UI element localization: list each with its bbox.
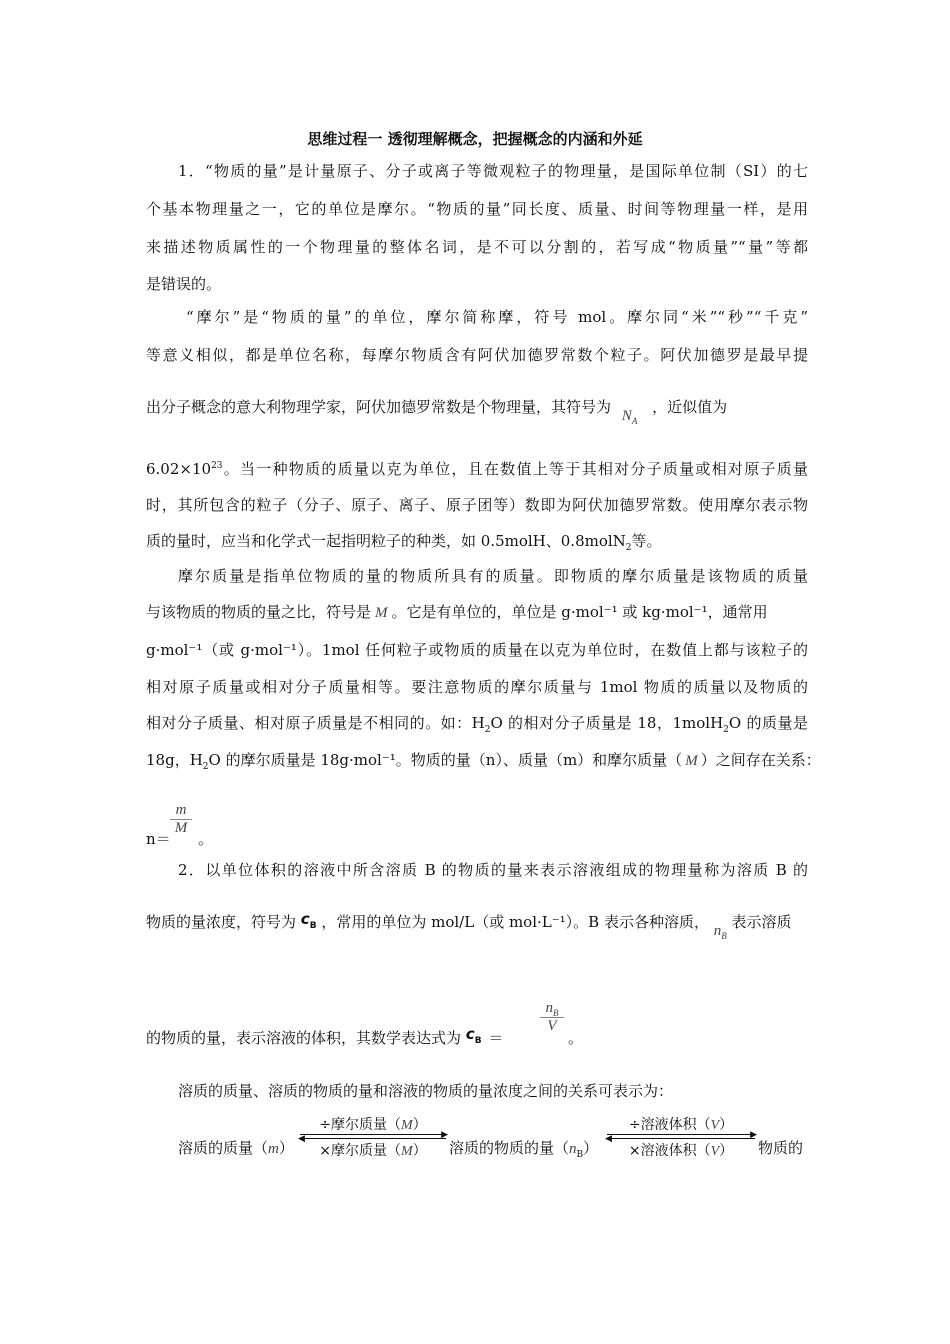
cB-symbol: $c_B$ <box>300 910 317 931</box>
avogadro-symbol: $N_A$ <box>621 408 638 426</box>
para3-line3: g·mol⁻¹（或 g·mol⁻¹）。1mol 任何粒子或物质的质量在以克为单位时，在数值上都与该粒子的 <box>146 641 808 659</box>
para2-line1: “摩尔”是“物质的量”的单位，摩尔简称摩，符号 mol。摩尔同“米”“秒”“千克” <box>186 308 808 326</box>
page-title: 思维过程一 透彻理解概念，把握概念的内涵和外延 <box>307 130 643 148</box>
arrow-solution-volume: ÷溶液体积（V） ▶ ◀ ×溶液体积（V） <box>605 1117 757 1159</box>
para1-line3: 来描述物质属性的一个物理量的整体名词，是不可以分割的，若写成“物质量”“量”等都 <box>146 238 808 256</box>
relation-mid: 溶质的物质的量$(n_B)$ <box>449 1139 599 1160</box>
para2-line5: 时，其所包含的粒子（分子、原子、离子、原子团等）数即为阿伏加德罗常数。使用摩尔表示物 <box>146 496 808 514</box>
para4-line3: 的物质的量，表示溶液的体积，其数学表达式为 $c_B$ ＝ <box>146 1025 504 1047</box>
relation-start: 溶质的质量（m） <box>178 1139 294 1157</box>
formula-end: 。 <box>568 1029 584 1047</box>
para3-line1: 摩尔质量是指单位物质的量的物质所具有的质量。即物质的摩尔质量是该物质的质量 <box>178 567 808 585</box>
para1-line1: 1．“物质的量”是计量原子、分子或离子等微观粒子的物理量，是国际单位制（SI）的七 <box>178 162 808 180</box>
para2-line6: 质的量时，应当和化学式一起指明粒子的种类，如 0.5molH、0.8molN$_2$等。 <box>146 532 662 553</box>
fraction-m-over-M: $\frac{m}{M}$ <box>170 802 192 837</box>
para2-line4: $6.02\times 10^{23}$。当一种物质的质量以克为单位，且在数值上等于其相对分子质量或相对原子质量 <box>146 460 808 478</box>
para3-line4: 相对原子质量或相对分子质量相等。要注意物质的摩尔质量与 1mol 物质的质量以及物质的 <box>146 678 808 696</box>
relation-end: 物质的 <box>758 1139 804 1157</box>
para2-line3: 出分子概念的意大利物理学家，阿伏加德罗常数是个物理量，其符号为 $N_A$ ，近似值为 <box>146 398 728 426</box>
cB-formula-symbol: $c_B$ <box>465 1025 482 1046</box>
para1-line2: 个基本物理量之一，它的单位是摩尔。“物质的量”同长度、质量、时间等物理量一样，是用 <box>146 200 808 218</box>
para3-line5: 相对分子质量、相对原子质量是不相同的。如：$H_2O$ 的相对分子质量是 18，1molH$_2$O 的质量是 <box>146 714 808 735</box>
para2-line2: 等意义相似，都是单位名称，每摩尔物质含有阿伏加德罗常数个粒子。阿伏加德罗是最早提 <box>146 346 808 364</box>
fraction-nB-over-V: $\frac{n_B}{V}$ <box>540 1000 564 1035</box>
para3-line6: 18g，$H_2O$ 的摩尔质量是 18g·mol⁻¹。物质的量（n）、质量（m）和摩尔质量（ M ）之间存在关系： <box>146 751 821 772</box>
nB-symbol: $n_B$ <box>713 923 727 941</box>
equation-n-lhs: n＝ <box>146 830 171 848</box>
arrow-molar-mass: ÷摩尔质量（M） ▶ ◀ ×摩尔质量（M） <box>298 1117 448 1159</box>
para5-line1: 溶质的质量、溶质的物质的量和溶液的物质的量浓度之间的关系可表示为： <box>178 1082 674 1100</box>
para4-line1: 2．以单位体积的溶液中所含溶质 B 的物质的量来表示溶液组成的物理量称为溶质 B 的 <box>178 861 808 879</box>
equation-end: 。 <box>198 830 214 848</box>
para3-line2: 与该物质的物质的量之比，符号是 M 。它是有单位的，单位是 g·mol⁻¹ 或 kg·mol⁻¹，通常用 <box>146 603 768 621</box>
para1-line4: 是错误的。 <box>146 275 222 293</box>
para4-line2: 物质的量浓度，符号为 $c_B$ ，常用的单位为 mol/L（或 mol·L⁻¹）。B 表示各种溶质， $n_B$ 表示溶质 <box>146 910 792 941</box>
